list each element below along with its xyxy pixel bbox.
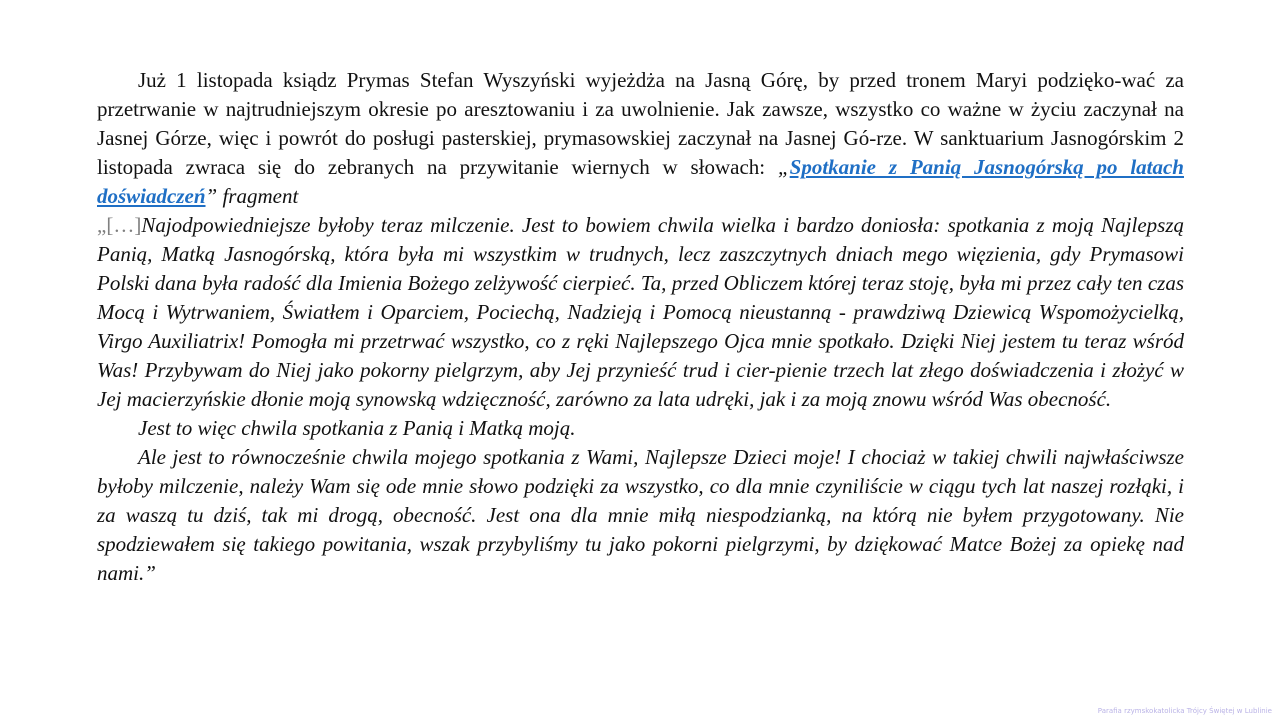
- intro-quote-close: ”: [205, 184, 223, 208]
- quote-text-2: Jest to więc chwila spotkania z Panią i Matką moją.: [138, 416, 576, 440]
- footer-watermark: Parafia rzymskokatolicka Trójcy Świętej w Lublinie: [1097, 707, 1272, 715]
- quote-ellipsis: […]: [106, 213, 142, 237]
- quote-open-mark: „: [97, 213, 107, 237]
- quote-text-1: Najodpowiedniejsze byłoby teraz milczenie. Jest to bowiem chwila wielka i bardzo doniosła: spotkania z moją Najlepszą Panią, Matką Jasnogórską, która była mi wszystkim w trudnych, lecz zaszczytnych dniach mego więzienia, gdy Prymasowi Polski dana była radość dla Imienia Bożego zelżywość cierpieć. Ta, przed Obliczem której teraz stoję, była mi przez cały ten czas Mocą i Wytrwaniem, Światłem i Oparciem, Pociechą, Nadzieją i Pomocą nieustanną - prawdziwą Dziewicą Wspomożycielką, Virgo Auxiliatrix! Pomogła mi przetrwać wszystko, co z ręki Najlepszego Ojca mnie spotkało. Dzięki Niej jestem tu teraz wśród Was! Przybywam do Niej jako pokorny pielgrzym, aby Jej przynieść trud i cier-pienie trzech lat złego doświadczenia i złożyć w Jej macierzyńskie dłonie moją synowską wdzięczność, zarówno za lata udręki, jak i za moją znowu wśród Was obecność.: [97, 213, 1184, 411]
- quote-text-3: Ale jest to równocześnie chwila mojego spotkania z Wami, Najlepsze Dzieci moje! I chociaż w takiej chwili najwłaściwsze byłoby milczenie, należy Wam się ode mnie słowo podzięki za wszystko, co dla mnie czyniliście w ciągu tych lat naszej rozłąki, i za waszą tu dziś, tak mi drogą, obecność. Jest ona dla mnie miłą niespodzianką, na którą nie byłem przygotowany. Nie spodziewałem się takiego powitania, wszak przybyliśmy tu jako pokorni pielgrzymi, by dziękować Matce Bożej za opiekę nad nami.”: [97, 445, 1184, 585]
- quote-paragraph-1: [97, 211, 1184, 414]
- fragment-label: fragment: [222, 184, 299, 208]
- speech-title-link[interactable]: Spotkanie z Panią Jasnogórską po latach doświadczeń: [97, 155, 1184, 208]
- quote-paragraph-3: [97, 443, 1184, 588]
- quote-paragraph-2: [97, 414, 1184, 443]
- intro-text: Już 1 listopada ksiądz Prymas Stefan Wyszyński wyjeżdża na Jasną Górę, by przed tronem Maryi podzięko-wać za przetrwanie w najtrudniejszym okresie po aresztowaniu i za uwolnienie. Jak zawsze, wszystko co ważne w życiu zaczynał na Jasnej Górze, więc i powrót do posługi pasterskiej, prymasowskiej zaczynał na Jasnej Gó-rze. W sanktuarium Jasnogórskim 2 listopada zwraca się do zebranych na przywitanie wiernych w słowach:: [97, 68, 1184, 179]
- intro-paragraph: [97, 66, 1184, 211]
- intro-quote-open: „: [777, 155, 790, 179]
- document-body: [97, 66, 1184, 588]
